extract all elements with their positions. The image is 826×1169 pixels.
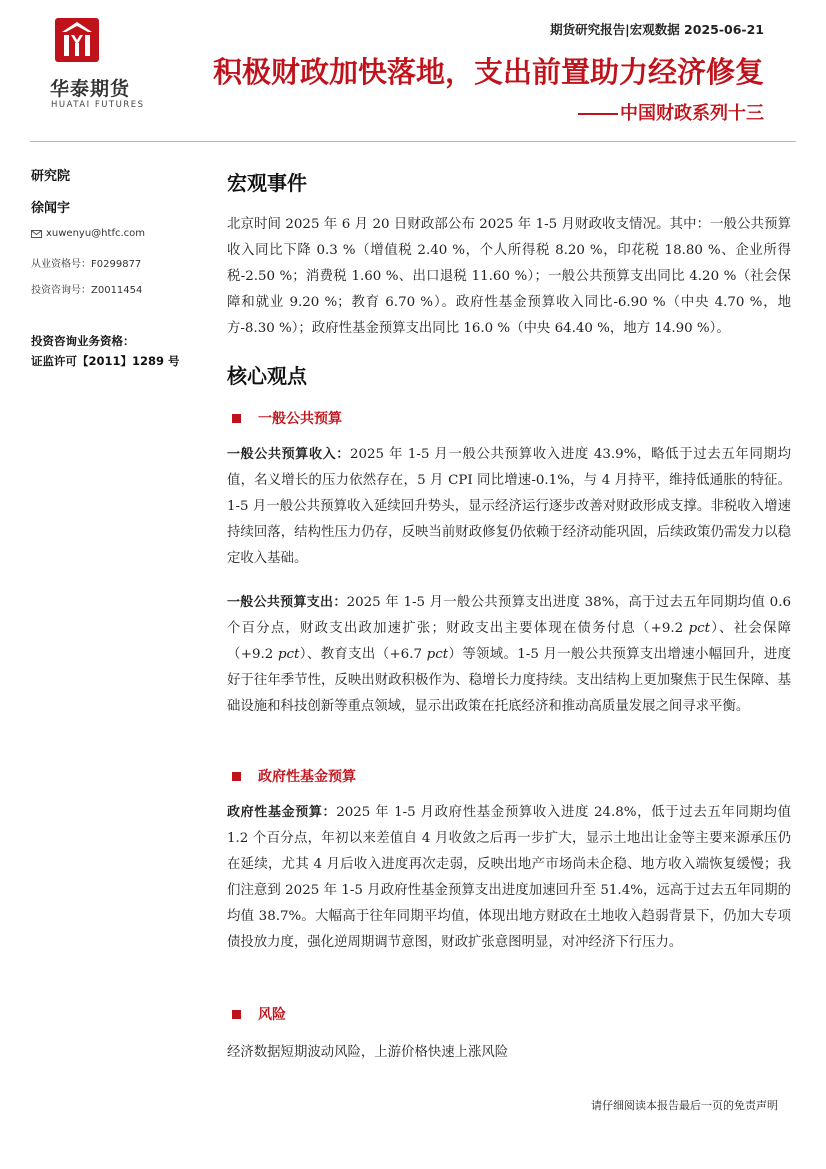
sidebar-qualification-value: 证监许可【2011】1289 号 bbox=[31, 354, 180, 368]
sidebar-email-text[interactable]: xuwenyu@htfc.com bbox=[46, 228, 145, 239]
revenue-label: 一般公共预算收入： bbox=[227, 447, 350, 462]
company-logo bbox=[50, 18, 145, 110]
subheading-fund-budget-text: 政府性基金预算 bbox=[258, 769, 356, 785]
subtitle-dash bbox=[578, 113, 618, 115]
pct-unit: pct bbox=[426, 647, 449, 662]
footer-disclaimer: 请仔细阅读本报告最后一页的免责声明 bbox=[591, 1099, 778, 1112]
logo-name-cn: 华泰期货 bbox=[50, 78, 131, 100]
header-divider bbox=[30, 141, 796, 142]
report-subtitle-text: 中国财政系列十三 bbox=[620, 103, 764, 124]
sidebar-consult-number: 投资咨询号：Z0011454 bbox=[31, 285, 143, 296]
mail-icon bbox=[31, 230, 42, 238]
general-budget-spending-paragraph bbox=[227, 590, 791, 720]
subheading-general-budget-text: 一般公共预算 bbox=[258, 411, 342, 427]
general-budget-revenue-paragraph bbox=[227, 442, 791, 572]
spending-label: 一般公共预算支出： bbox=[227, 595, 347, 610]
sidebar-email bbox=[31, 228, 201, 239]
report-title: 积极财政加快落地，支出前置助力经济修复 bbox=[212, 55, 764, 89]
fund-text: 2025 年 1-5 月政府性基金预算收入进度 24.8%，低于过去五年同期均值 1.2 个百分点，年初以来差值自 4 月收敛之后再一步扩大，显示土地出让金等主要来源承压仍在延续，尤其 4 月后收入进度再次走弱，反映出地产市场尚未企稳、地方收入端恢复缓慢；我们注意到 2025 年 1-5 月政府性基金预算支出进度加速回升至 51.4%，远高于过去五年同期的均值 38.7%。大幅高于往年同期平均值，体现出地方财政在土地收入趋弱背景下，仍加大专项债投放力度，强化逆周期调节意图，财政扩张意图明显，对冲经济下行压力。 bbox=[227, 805, 791, 950]
bullet-square-icon bbox=[232, 772, 241, 781]
pct-unit: pct bbox=[277, 647, 300, 662]
subheading-risk bbox=[227, 1004, 791, 1024]
logo-name-en: HUATAI FUTURES bbox=[51, 100, 145, 110]
sidebar-qualification-label: 投资咨询业务资格： bbox=[31, 334, 135, 348]
section-heading-events: 宏观事件 bbox=[227, 171, 307, 195]
section-heading-views: 核心观点 bbox=[227, 364, 307, 388]
risk-paragraph: 经济数据短期波动风险，上游价格快速上涨风险 bbox=[227, 1045, 509, 1060]
report-meta: 期货研究报告|宏观数据 2025-06-21 bbox=[550, 22, 764, 37]
revenue-text: 2025 年 1-5 月一般公共预算收入进度 43.9%，略低于过去五年同期均值，名义增长的压力依然存在，5 月 CPI 同比增速-0.1%，与 4 月持平，维持低通胀的特征。1-5 月一般公共预算收入延续回升势头，显示经济运行逐步改善对财政形成支撑。非税收入增速持续回落，结构性压力仍存，反映当前财政修复仍依赖于经济动能巩固，后续政策仍需发力以稳定收入基础。 bbox=[227, 447, 791, 566]
subheading-risk-text: 风险 bbox=[258, 1007, 286, 1023]
sidebar-department: 研究院 bbox=[31, 169, 71, 184]
bullet-square-icon bbox=[232, 414, 241, 423]
sidebar-cert-number: 从业资格号：F0299877 bbox=[31, 259, 142, 270]
subheading-fund-budget bbox=[227, 766, 791, 786]
fund-label: 政府性基金预算： bbox=[227, 805, 337, 820]
events-paragraph: 北京时间 2025 年 6 月 20 日财政部公布 2025 年 1-5 月财政收支情况。其中：一般公共预算收入同比下降 0.3 %（增值税 2.40 %，个人所得税 8.20 %，印花税 18.80 %、企业所得税-2.50 %；消费税 1.60 %、出口退税 11.60 %）；一般公共预算支出同比 4.20 %（社会保障和就业 9.20 %；教育 6.70 %）。政府性基金预算收入同比-6.90 %（中央 4.70 %，地方-8.30 %）；政府性基金预算支出同比 16.0 %（中央 64.40 %，地方 14.90 %）。 bbox=[227, 217, 791, 336]
report-subtitle bbox=[578, 99, 764, 125]
fund-budget-paragraph bbox=[227, 800, 791, 956]
spending-text-4: ）等领域。1-5 月一般公共预算支出增速小幅回升，进度好于往年季节性，反映出财政积极作为、稳增长力度持续。支出结构上更加聚焦于民生保障、基础设施和科技创新等重点领域，显示出政策在托底经济和推动高质量发展之间寻求平衡。 bbox=[227, 647, 791, 714]
bullet-square-icon bbox=[232, 1010, 241, 1019]
pct-unit: pct bbox=[688, 621, 711, 636]
spending-text-2: ）、社会保障（+9.2 bbox=[227, 621, 791, 662]
spending-text-1: 2025 年 1-5 月一般公共预算支出进度 38%，高于过去五年同期均值 0.6 个百分点，财政支出政加速扩张；财政支出主要体现在债务付息（+9.2 bbox=[227, 595, 791, 636]
spending-text-3: ）、教育支出（+6.7 bbox=[299, 647, 427, 662]
subheading-general-budget bbox=[227, 408, 791, 428]
sidebar-author: 徐闻宇 bbox=[31, 201, 71, 216]
huatai-logo-mark bbox=[55, 18, 99, 62]
